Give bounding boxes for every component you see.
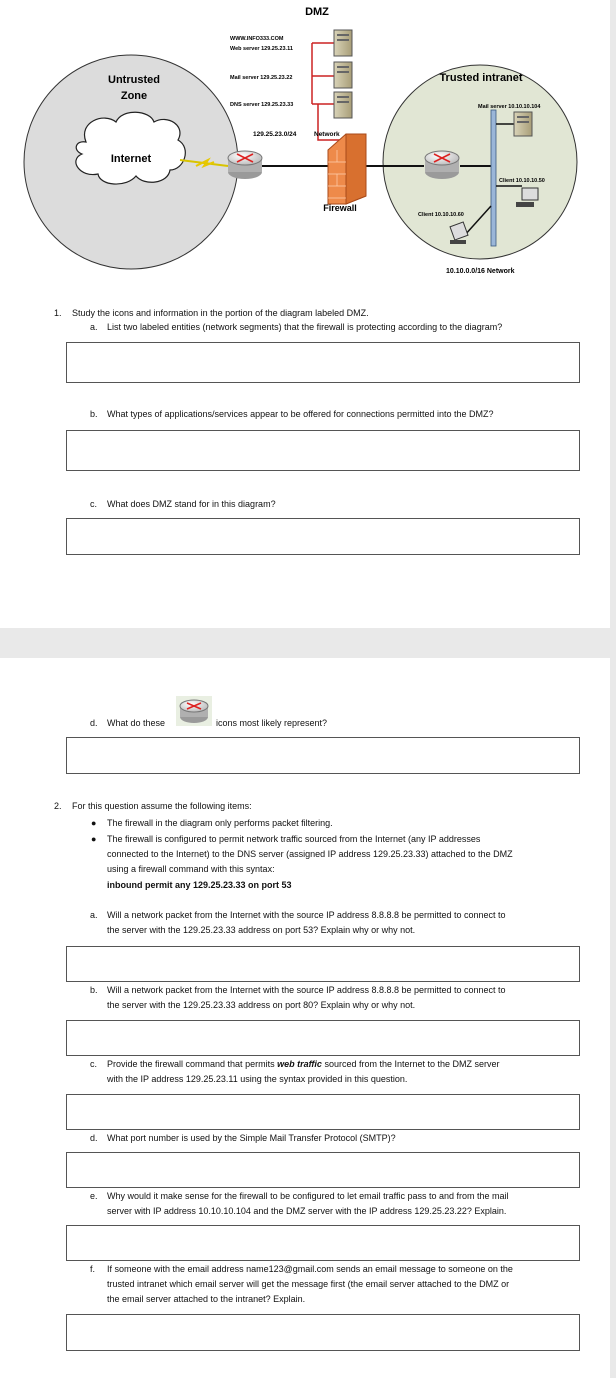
q2-bullet-2-line3: using a firewall command with this syntax:: [107, 864, 275, 874]
router-icon: [228, 151, 262, 179]
q2a-letter: a.: [90, 910, 98, 920]
q2d-text: What port number is used by the Simple Mail Transfer Protocol (SMTP)?: [107, 1133, 396, 1143]
web-site-label: WWW.INFO333.COM: [230, 36, 284, 42]
mail-server-dmz-label: Mail server 129.25.23.22: [230, 75, 293, 81]
dmz-network-label: 129.25.23.0/24: [253, 131, 297, 138]
dmz-network-word: Network: [314, 131, 340, 138]
q2-bullet-2-line2: connected to the Internet) to the DNS server (assigned IP address 129.25.23.33) attached to the DMZ: [107, 849, 513, 859]
dmz-title: DMZ: [305, 6, 329, 18]
q2e-letter: e.: [90, 1191, 98, 1201]
q2c-emphasis: web traffic: [277, 1059, 322, 1069]
q2f-line3: the email server attached to the intranet? Explain.: [107, 1294, 306, 1304]
q2c-pre: Provide the firewall command that permits: [107, 1059, 275, 1069]
dmz-server-icon: [334, 92, 352, 118]
internet-cloud-icon: [76, 112, 185, 184]
worksheet-page-2: [0, 658, 610, 1378]
q1a-letter: a.: [90, 322, 98, 332]
q1a-text: List two labeled entities (network segments) that the firewall is protecting according to the diagram?: [107, 322, 503, 332]
router-icon: [425, 151, 459, 179]
inline-router-icon: [176, 696, 212, 726]
q1b-letter: b.: [90, 409, 98, 419]
q2b-line1: Will a network packet from the Internet with the source IP address 8.8.8.8 be permitted to connect to: [107, 985, 506, 995]
q2d-answer-box[interactable]: [66, 1152, 580, 1188]
intranet-mail-server-icon: [514, 112, 532, 136]
q1d-letter: d.: [90, 718, 98, 728]
client-50-label: Client 10.10.10.50: [499, 178, 545, 184]
q1d-text-before: What do these: [107, 718, 166, 728]
bullet-dot: ●: [91, 834, 97, 844]
mail-server-trusted-label: Mail server 10.10.10.104: [478, 104, 541, 110]
intranet-bus: [491, 110, 496, 246]
dns-server-label: DNS server 129.25.23.33: [230, 102, 294, 108]
q2e-line2: server with IP address 10.10.10.104 and the DMZ server with the IP address 129.25.23.22? Explain.: [107, 1206, 507, 1216]
trusted-zone-circle: [383, 65, 577, 259]
q1b-text: What types of applications/services appear to be offered for connections permitted into the DMZ?: [107, 409, 494, 419]
q2e-answer-box[interactable]: [66, 1225, 580, 1261]
dmz-server-icon: [334, 30, 352, 56]
bullet-dot: ●: [91, 818, 97, 828]
q2a-answer-box[interactable]: [66, 946, 580, 982]
page-gap: [0, 628, 616, 658]
client-60-label: Client 10.10.10.60: [418, 212, 464, 218]
q1d-text-after: icons most likely represent?: [216, 718, 328, 728]
q1b-answer-box[interactable]: [66, 430, 580, 471]
q2-bullet-1: The firewall in the diagram only performs packet filtering.: [107, 818, 333, 828]
q2c-post: sourced from the Internet to the DMZ server: [324, 1059, 500, 1069]
q1-text: Study the icons and information in the portion of the diagram labeled DMZ.: [72, 308, 369, 318]
q1c-letter: c.: [90, 499, 98, 509]
q2c-letter: c.: [90, 1059, 98, 1069]
q2c-answer-box[interactable]: [66, 1094, 580, 1130]
q1d-answer-box[interactable]: [66, 737, 580, 774]
q2b-answer-box[interactable]: [66, 1020, 580, 1056]
q2f-line2: trusted intranet which email server will get the message first (the email server attached to the DMZ or: [107, 1279, 510, 1289]
firewall-icon: [328, 134, 366, 204]
q2f-line1: If someone with the email address name123@gmail.com sends an email message to someone on the: [107, 1264, 513, 1274]
network-diagram: [0, 0, 610, 290]
q2-number: 2.: [54, 801, 62, 811]
firewall-label: Firewall: [323, 203, 357, 213]
q2f-letter: f.: [90, 1264, 96, 1274]
right-page-edge: [610, 0, 616, 1378]
q1c-text: What does DMZ stand for in this diagram?: [107, 499, 276, 509]
internet-label: Internet: [110, 153, 152, 165]
q2b-letter: b.: [90, 985, 98, 995]
web-server-label: Web server 129.25.23.11: [230, 46, 293, 52]
trusted-network-label: 10.10.0.0/16 Network: [446, 268, 515, 275]
q2f-answer-box[interactable]: [66, 1314, 580, 1351]
trusted-intranet-title: Trusted intranet: [439, 72, 523, 84]
worksheet-page-1: [0, 0, 610, 628]
q1-number: 1.: [54, 308, 62, 318]
q2c-line2: with the IP address 129.25.23.11 using the syntax provided in this question.: [107, 1074, 408, 1084]
q2-bullet-2-line1: The firewall is configured to permit network traffic sourced from the Internet (any IP addresses: [107, 834, 481, 844]
dmz-server-icon: [334, 62, 352, 88]
q2-command: inbound permit any 129.25.23.33 on port 53: [107, 880, 292, 890]
q1a-answer-box[interactable]: [66, 342, 580, 383]
q2-intro: For this question assume the following items:: [72, 801, 252, 811]
q2b-line2: the server with the 129.25.23.33 address on port 80? Explain why or why not.: [107, 1000, 416, 1010]
q2c-line1: [107, 1057, 500, 1071]
q2a-line1: Will a network packet from the Internet with the source IP address 8.8.8.8 be permitted to connect to: [107, 910, 506, 920]
q2d-letter: d.: [90, 1133, 98, 1143]
q1c-answer-box[interactable]: [66, 518, 580, 555]
q2e-line1: Why would it make sense for the firewall to be configured to let email traffic pass to and from the mail: [107, 1191, 509, 1201]
q2a-line2: the server with the 129.25.23.33 address on port 53? Explain why or why not.: [107, 925, 416, 935]
zone-label: Zone: [120, 90, 148, 102]
untrusted-label: Untrusted: [108, 74, 160, 86]
